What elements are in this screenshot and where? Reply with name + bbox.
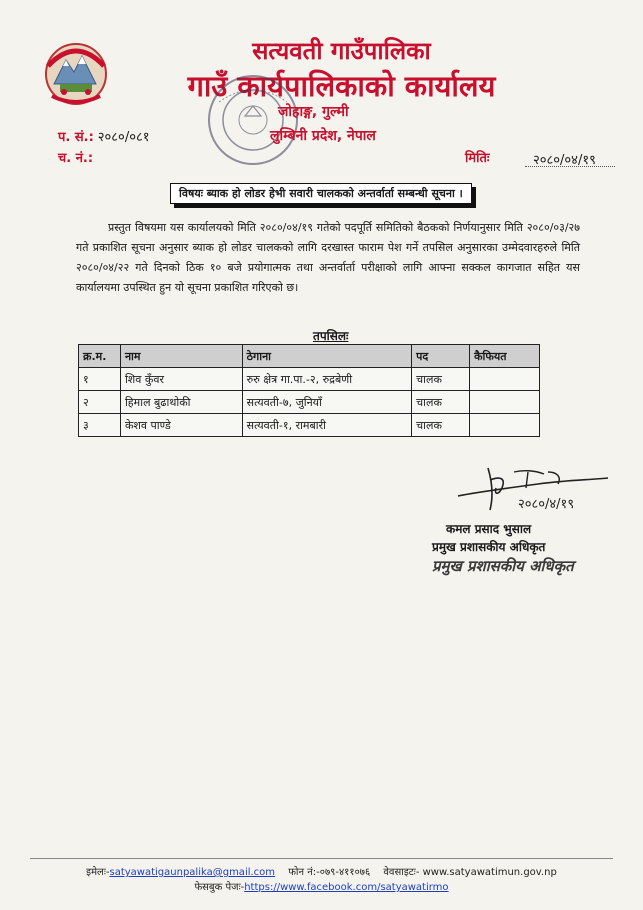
signature-date: २०८०/४/१९ <box>518 497 575 512</box>
col-serial: क्र.म. <box>79 345 121 368</box>
tapsil-heading: तपसिलः <box>313 329 349 343</box>
table-row <box>79 414 540 437</box>
col-address: ठेगाना <box>242 345 412 368</box>
cell-name: हिमाल बुढाथोकी <box>120 391 242 414</box>
footer-divider <box>30 858 613 859</box>
office-title: गाउँ कार्यपालिकाको कार्यालय <box>187 69 496 103</box>
address-line-2: लुम्बिनी प्रदेश, नेपाल <box>270 128 376 144</box>
col-name: नाम <box>120 345 242 368</box>
candidate-table <box>78 344 540 437</box>
cell-serial: १ <box>79 368 121 391</box>
signature-icon <box>448 458 618 520</box>
table-row <box>79 368 540 391</box>
cell-post: चालक <box>412 368 470 391</box>
table-header-row <box>79 345 540 368</box>
cell-serial: २ <box>79 391 121 414</box>
date-dotted-line <box>525 166 615 167</box>
letter-number-value: २०८०/०८१ <box>97 130 150 145</box>
signer-name: कमल प्रसाद भुसाल <box>446 522 532 536</box>
col-post: पद <box>412 345 470 368</box>
municipality-title: सत्यवती गाउँपालिका <box>252 37 431 65</box>
cell-remarks <box>470 414 540 437</box>
phone-text: फोन नं:-०७९-४११०७६ <box>288 867 371 878</box>
date-label: मितिः <box>465 151 490 166</box>
cell-name: केशव पाण्डे <box>120 414 242 437</box>
seal-title: प्रमुख प्रशासकीय अधिकृत <box>432 557 574 575</box>
table-row <box>79 391 540 414</box>
col-remarks: कैफियत <box>470 345 540 368</box>
date-value: २०८०/०४/१९ <box>533 153 596 168</box>
letter-number-label: प. सं.: <box>58 130 94 145</box>
cell-remarks <box>470 391 540 414</box>
signer-title: प्रमुख प्रशासकीय अधिकृत <box>432 540 546 554</box>
facebook-link[interactable]: https://www.facebook.com/satyawatirmo <box>244 882 449 893</box>
cell-name: शिव कुँवर <box>120 368 242 391</box>
dispatch-number <box>58 148 93 166</box>
footer-facebook <box>0 879 643 893</box>
address-line-1: जोहाङ्ग, गुल्मी <box>278 104 349 120</box>
cell-remarks <box>470 368 540 391</box>
cell-address: रुरु क्षेत्र गा.पा.-२, रुद्रबेणी <box>242 368 412 391</box>
email-link[interactable]: satyawatigaunpalika@gmail.com <box>109 867 276 878</box>
website-label: वेवसाइटः- <box>383 867 420 878</box>
dispatch-number-label: च. नं.: <box>58 151 94 166</box>
email-label: इमेलः- <box>86 867 110 878</box>
cell-address: सत्यवती-७, जुनियाँ <box>242 391 412 414</box>
letter-number <box>58 127 149 145</box>
website-link[interactable]: www.satyawatimun.gov.np <box>422 867 557 878</box>
subject-box: विषयः ब्याक हो लोडर हेभी सवारी चालकको अन्तर्वार्ता सम्बन्धी सूचना । <box>170 183 472 204</box>
cell-serial: ३ <box>79 414 121 437</box>
cell-post: चालक <box>412 391 470 414</box>
cell-post: चालक <box>412 414 470 437</box>
footer-contact <box>0 864 643 878</box>
facebook-label: फेसबुक पेजः- <box>194 882 245 893</box>
notice-body: प्रस्तुत विषयमा यस कार्यालयको मिति २०८०/०४/१९ गतेको पदपूर्ति समितिको बैठकको निर्णयानुसार मिति २०८०/०३/२७ गते प्रकाशित सूचना अनुसार ब्याक हो लोडर चालकको लागि दरखास्त फाराम पेश गर्ने तपसिल अनुसारका उम्मेदवारहरुले मिति २०८०/०४/२२ गते दिनको ठिक १० बजे प्रयोगात्मक तथा अन्तर्वार्ता परीक्षाको लागि आफ्ना सक्कल कागजात सहित यस कार्यालयमा उपस्थित हुन यो सूचना प्रकाशित गरिएको छ। <box>76 221 580 294</box>
cell-address: सत्यवती-१, रामबारी <box>242 414 412 437</box>
